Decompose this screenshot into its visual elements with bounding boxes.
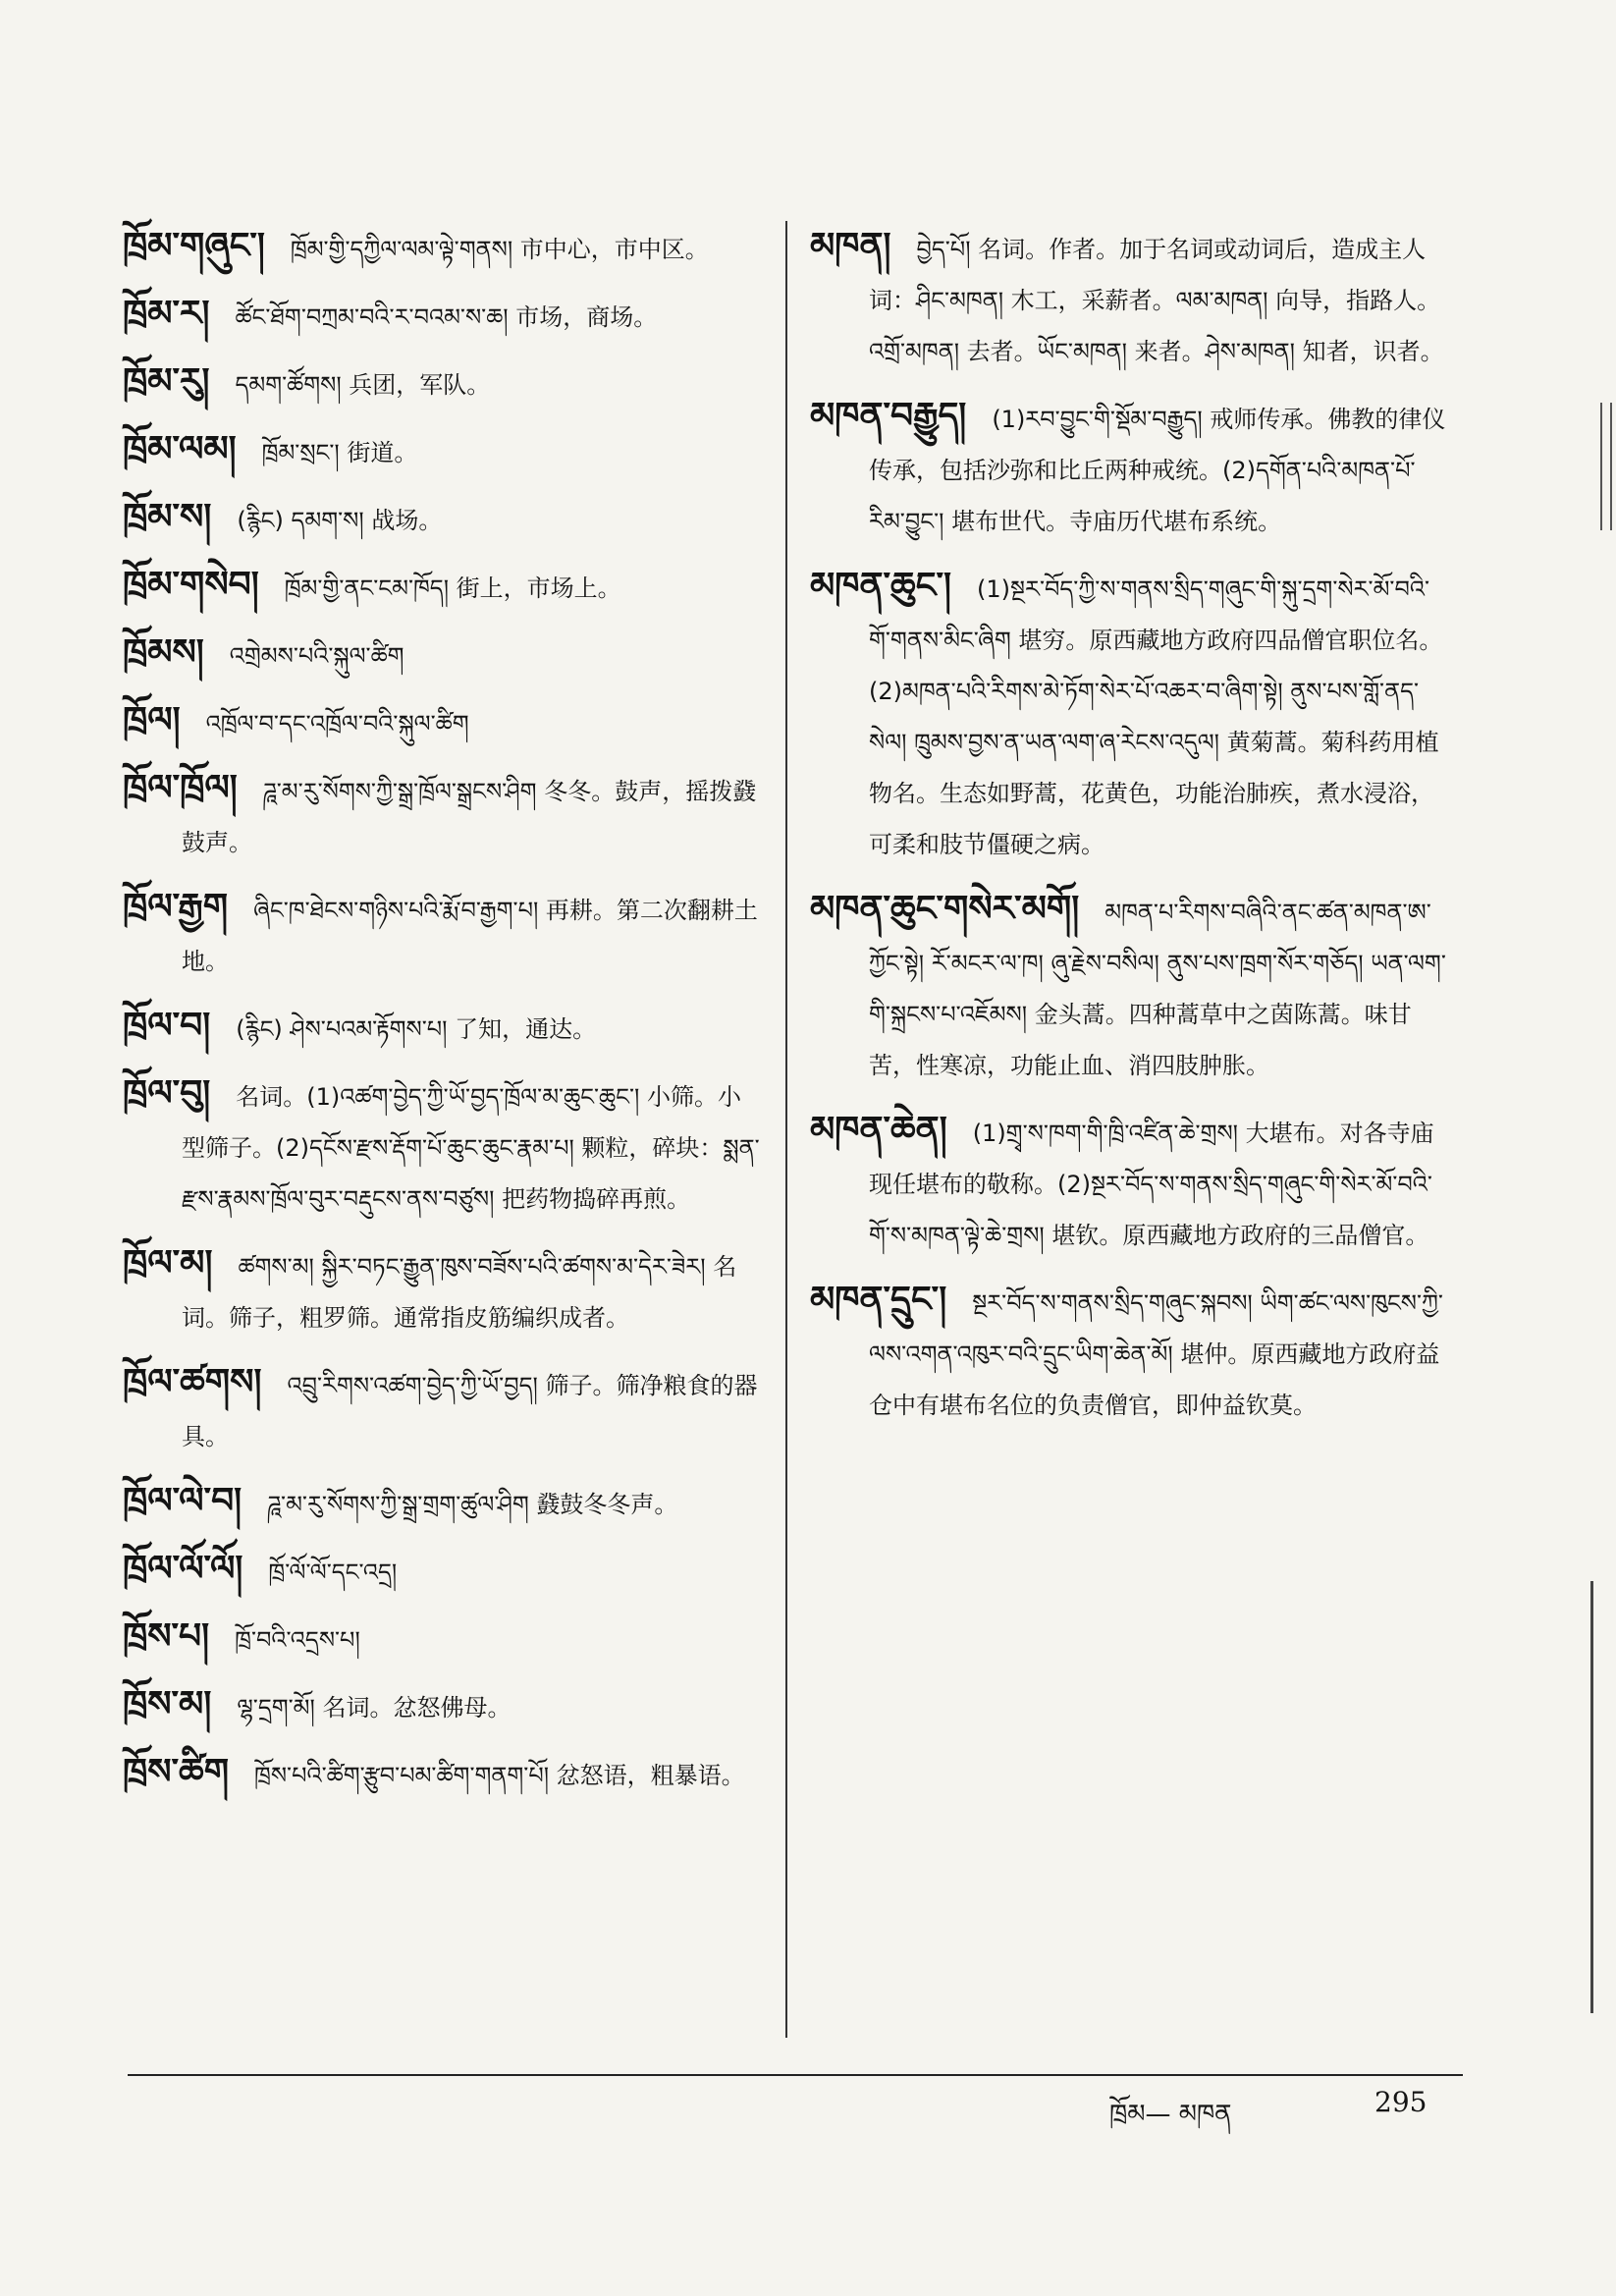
footer-range: ཁྲོམ— མཁན	[1109, 2100, 1232, 2129]
entry-definition: ཁྲོ་ལོ་ལོ་དང་འདྲ།	[268, 1558, 398, 1586]
entry-headword: ཁྲོལ་ལེ་བ།	[123, 1481, 242, 1521]
entry-definition: འགྲེམས་པའི་སྐུལ་ཚིག	[229, 642, 404, 670]
dictionary-entry	[810, 561, 1448, 870]
right-column	[810, 221, 1448, 1445]
dictionary-entry	[123, 1357, 761, 1462]
dictionary-entry	[123, 1544, 761, 1598]
dictionary-entry	[123, 1476, 761, 1530]
entry-headword: ཁྲོས་པ།	[123, 1616, 210, 1657]
dictionary-entry	[810, 1275, 1448, 1431]
dictionary-entry	[123, 695, 761, 749]
entry-headword: ཁྲོལ་བ།	[123, 1006, 211, 1046]
footer-rule	[128, 2074, 1463, 2076]
dictionary-entry	[123, 221, 761, 275]
dictionary-entry	[123, 492, 761, 546]
entry-headword: ཁྲོལ་བུ།	[123, 1073, 211, 1114]
entry-definition: ཁྲོམ་གྱི་ནང་ངམ་ཁོད། 街上，市场上。	[284, 574, 621, 602]
entry-definition: (རྙིང) དམག་ས། 战场。	[237, 507, 443, 534]
dictionary-entry	[810, 1105, 1448, 1261]
entry-headword: མཁན་བརྒྱུད།	[810, 396, 967, 436]
dictionary-entry	[810, 391, 1448, 547]
entry-definition: ལྷ་དྲག་མོ། 名词。忿怒佛母。	[237, 1694, 512, 1722]
entry-definition: ཌཱ་མ་རུ་སོགས་ཀྱི་སྒྲ་ཁྲོལ་སྒྲངས་ཤིག 冬冬。鼓声，摇拨鼗鼓声。	[182, 778, 757, 856]
entry-definition: འབྲུ་རིགས་འཚག་བྱེད་ཀྱི་ཡོ་བྱད། 筛子。筛净粮食的器具。	[182, 1372, 758, 1450]
entry-definition: (རྙིང) ཤེས་པའམ་རྟོགས་པ། 了知，通达。	[236, 1015, 597, 1043]
entry-headword: ཁྲོས་མ།	[123, 1684, 212, 1724]
entry-headword: ཁྲོམ་གསེབ།	[123, 565, 259, 605]
entry-definition: (1)རབ་བྱུང་གི་སྡོམ་བརྒྱུད། 戒师传承。佛教的律仪传承，包括沙弥和比丘两种戒统。(2)དགོན་པའི་མཁན་པོ་རིམ་བྱུང་། 堪布世代。寺庙历代堪布系统。	[869, 406, 1446, 535]
entry-definition: ཁྲོམ་སྲང་། 街道。	[261, 439, 418, 466]
dictionary-entry	[123, 763, 761, 868]
entry-headword: མཁན་དྲུང་།	[810, 1280, 947, 1320]
dictionary-entry	[123, 628, 761, 682]
dictionary-entry	[123, 1612, 761, 1666]
dictionary-entry	[123, 1238, 761, 1343]
entry-headword: ཁྲོལ་ཁྲོལ།	[123, 768, 238, 808]
entry-definition: ཚོང་ཐོག་བཀྲམ་བའི་ར་བའམ་ས་ཆ། 市场，商场。	[235, 303, 658, 331]
entry-headword: ཁྲོམ་ལམ།	[123, 429, 237, 469]
dictionary-entry	[123, 1679, 761, 1733]
entry-definition: ཌཱ་མ་རུ་སོགས་ཀྱི་སྒྲ་གྲག་ཚུལ་ཤིག 鼗鼓冬冬声。	[267, 1491, 678, 1518]
entry-headword: ཁྲོམ་གཞུང་།	[123, 226, 265, 266]
entry-definition: ཞིང་ཁ་ཐེངས་གཉིས་པའི་རྨོ་བ་རྒྱག་པ། 再耕。第二次翻耕土地。	[182, 897, 758, 975]
entry-headword: ཁྲོམས།	[123, 632, 204, 673]
entry-headword: ཁྲོལ་མ།	[123, 1243, 213, 1284]
entry-definition: (1)གྲྭ་ས་ཁག་གི་ཁྲི་འཛིན་ཆེ་གྲས། 大堪布。对各寺庙现任堪布的敬称。(2)སྔར་བོད་ས་གནས་སྲིད་གཞུང་གི་སེར་མོ་བའི་གོ་ས་མཁན་ལྟེ་ཆེ་གྲས། 堪钦。原西藏地方政府的三品僧官。	[869, 1120, 1434, 1249]
dictionary-entry	[123, 1747, 761, 1801]
dictionary-entry	[123, 356, 761, 410]
dictionary-entry	[810, 221, 1448, 377]
entry-headword: ཁྲོལ་རྒྱག	[123, 887, 229, 927]
entry-headword: ཁྲོས་ཚིག	[123, 1752, 230, 1792]
left-column	[123, 221, 761, 1815]
entry-headword: མཁན་ཆུང་།	[810, 566, 952, 606]
dictionary-entry	[810, 884, 1448, 1091]
page-number: 295	[1374, 2086, 1427, 2118]
entry-definition: འཁྲོལ་བ་དང་འཁྲོལ་བའི་སྐུལ་ཚིག	[205, 710, 469, 738]
entry-definition: སྔར་བོད་ས་གནས་སྲིད་གཞུང་སྐབས། ཡིག་ཚང་ལས་ཁུངས་ཀྱི་ལས་འགན་འཁུར་བའི་དྲུང་ཡིག་ཆེན་མོ། 堪仲。原西藏地方政府益仓中有堪布名位的负责僧官，即仲益钦莫。	[869, 1289, 1443, 1419]
entry-headword: ཁྲོམ་རུ།	[123, 361, 210, 402]
entry-definition: ཁྲོས་པའི་ཚིག་རྩུབ་པམ་ཚིག་གནག་པོ། 忿怒语，粗暴语。	[254, 1762, 745, 1789]
entry-headword: མཁན་ཆུང་གསེར་མགོ།	[810, 889, 1080, 929]
dictionary-entry	[123, 560, 761, 614]
entry-headword: ཁྲོལ།	[123, 700, 181, 740]
entry-definition: ཁྲོ་བའི་འདྲས་པ།	[235, 1626, 360, 1654]
entry-definition: བྱེད་པོ། 名词。作者。加于名词或动词后，造成主人词：ཤིང་མཁན། 木工，采薪者。ལམ་མཁན། 向导，指路人。འགྲོ་མཁན། 去者。ཡོང་མཁན། 来者。ཤེས་མཁན། 知者，识者。	[869, 236, 1444, 365]
edge-thumb-mark	[1600, 403, 1612, 530]
dictionary-entry	[123, 424, 761, 478]
entry-headword: མཁན།	[810, 226, 891, 266]
entry-definition: མཁན་པ་རིགས་བཞིའི་ནང་ཚན་མཁན་ཨ་ཀྱོང་སྟེ། རོ་མངར་ལ་ཁ། ཞུ་རྗེས་བསིལ། ནུས་པས་ཁྲག་སོར་གཅོད། ཡན་ལག་གི་སྐྲངས་པ་འཇོམས། 金头蒿。四种蒿草中之茵陈蒿。味甘苦，性寒凉，功能止血、消四肢肿胀。	[869, 899, 1446, 1079]
dictionary-entry	[123, 882, 761, 987]
entry-headword: ཁྲོལ་ལོ་ལོ།	[123, 1549, 243, 1589]
entry-headword: ཁྲོམ་ས།	[123, 497, 212, 537]
entry-definition: ཁྲོམ་གྱི་དཀྱིལ་ལམ་ལྟེ་གནས། 市中心，市中区。	[290, 236, 709, 263]
dictionary-entry	[123, 289, 761, 343]
entry-definition: (1)སྔར་བོད་ཀྱི་ས་གནས་སྲིད་གཞུང་གི་སྐུ་དྲག་སེར་མོ་བའི་གོ་གནས་མིང་ཞིག 堪穷。原西藏地方政府四品僧官职位名。(2)མཁན་པའི་རིགས་མེ་ཏོག་སེར་པོ་འཆར་བ་ཞིག་སྟེ། ནུས་པས་གློ་ནད་སེལ། ཁྲུམས་བྱས་ན་ཡན་ལག་ཞ་རེངས་འདུལ། 黄菊蒿。菊科药用植物名。生态如野蒿，花黄色，功能治肺疾，煮水浸浴，可柔和肢节僵硬之病。	[869, 575, 1443, 858]
entry-definition: དམག་ཚོགས། 兵团，军队。	[235, 371, 491, 399]
entry-definition: 名词。(1)འཚག་བྱེད་ཀྱི་ཡོ་བྱད་ཁྲོལ་མ་ཆུང་ཆུང་། 小筛。小型筛子。(2)དངོས་རྫས་རྡོག་པོ་ཆུང་ཆུང་རྣམ་པ། 颗粒，碎块：སྨན་རྫས་རྣམས་ཁྲོལ་བུར་བརྡུངས་ནས་བཙུས། 把药物捣碎再煎。	[182, 1083, 760, 1213]
entry-headword: མཁན་ཆེན།	[810, 1110, 947, 1150]
entry-definition: ཚགས་མ། སྐྱིར་བཏང་རྒྱུན་ཁུས་བཟོས་པའི་ཚགས་མ་དེར་ཟེར། 名词。筛子，粗罗筛。通常指皮筋编织成者。	[182, 1253, 737, 1332]
column-divider	[785, 221, 787, 2038]
edge-line-mark	[1590, 1581, 1593, 2013]
entry-headword: ཁྲོམ་ར།	[123, 294, 210, 334]
dictionary-entry	[123, 1068, 761, 1225]
dictionary-entry	[123, 1001, 761, 1055]
entry-headword: ཁྲོལ་ཚགས།	[123, 1362, 262, 1402]
